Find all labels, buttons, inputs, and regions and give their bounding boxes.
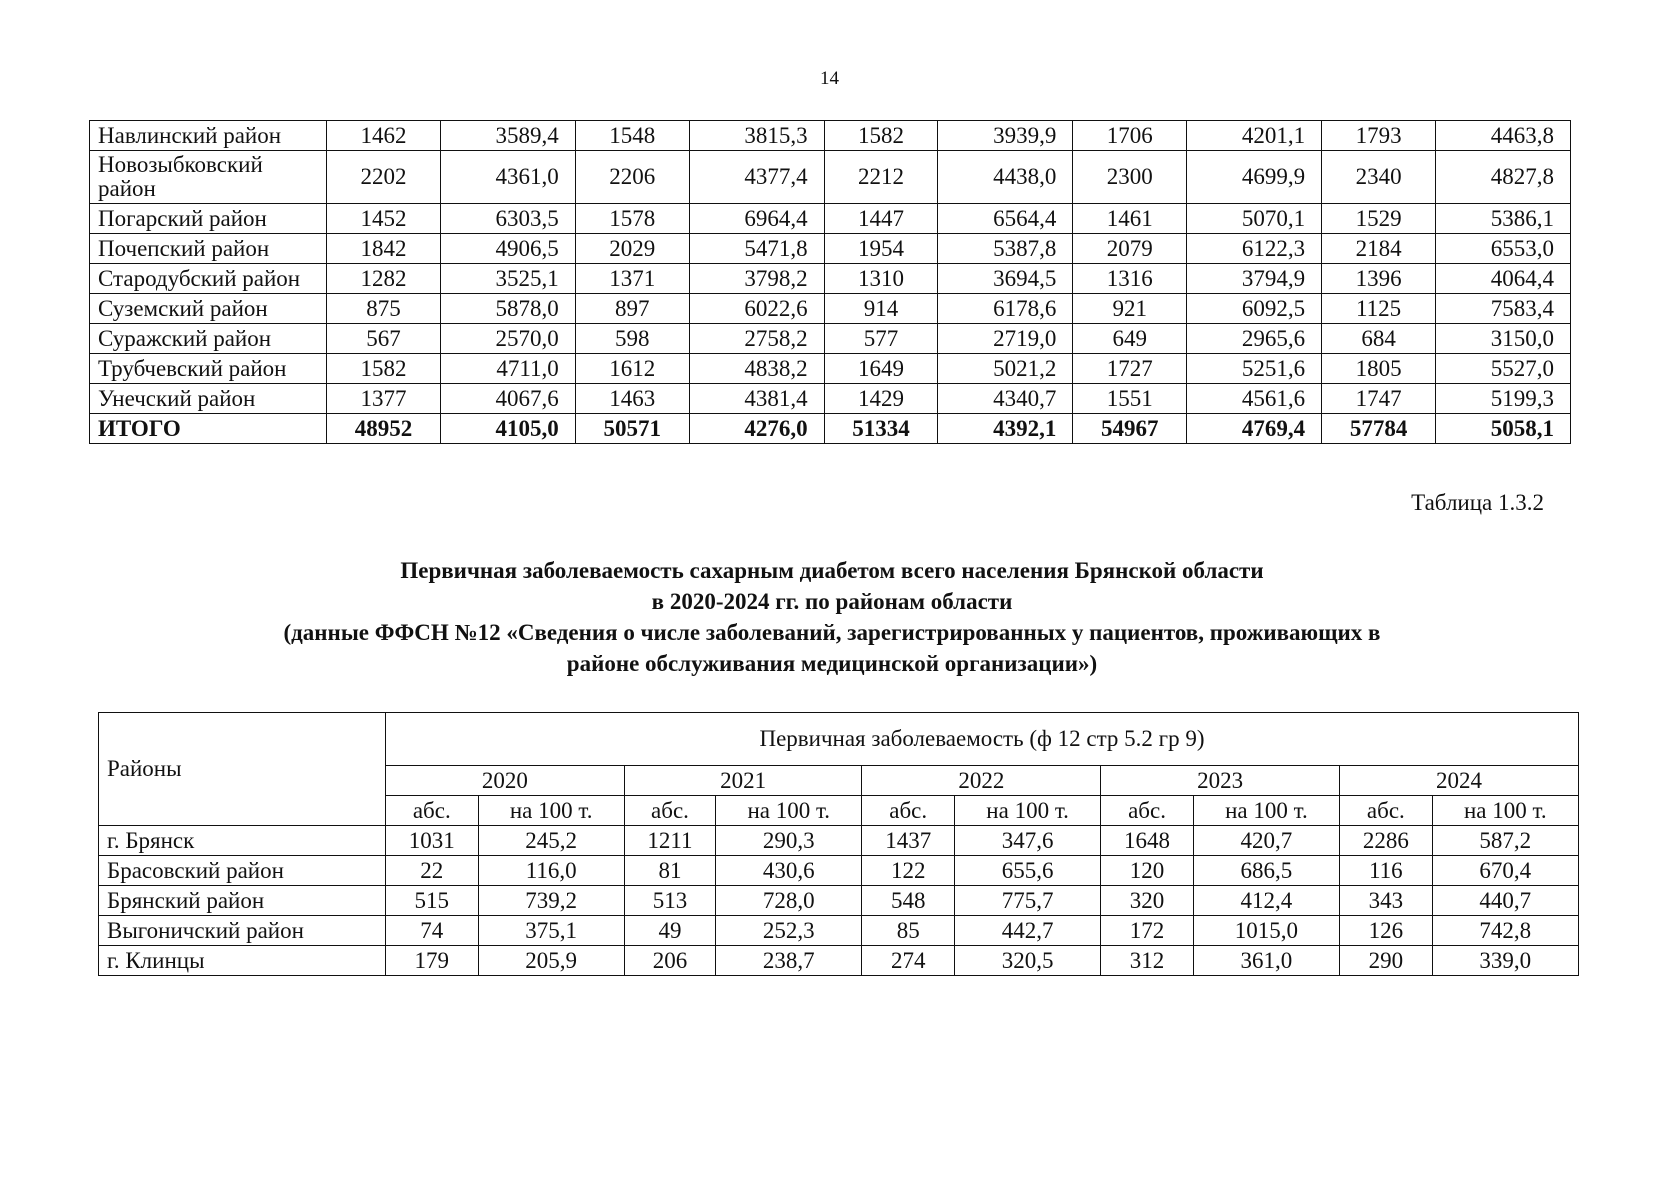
table-cell: 4438,0 — [938, 151, 1073, 204]
table-cell: 274 — [862, 946, 955, 976]
per100-header: на 100 т. — [716, 796, 862, 826]
table-cell: 728,0 — [716, 886, 862, 916]
table-cell: 1031 — [386, 826, 479, 856]
table-cell: 2570,0 — [440, 324, 575, 354]
table-cell: 684 — [1322, 324, 1436, 354]
table-cell: 921 — [1073, 294, 1187, 324]
table-cell: 2212 — [824, 151, 938, 204]
table-title — [0, 555, 1664, 679]
table-cell: 2719,0 — [938, 324, 1073, 354]
table-cell: 343 — [1340, 886, 1433, 916]
table-cell: 85 — [862, 916, 955, 946]
table-cell: 3150,0 — [1436, 324, 1571, 354]
table-cell: 4201,1 — [1187, 121, 1322, 151]
table-cell: 1447 — [824, 204, 938, 234]
table-cell: 2184 — [1322, 234, 1436, 264]
diabetes-incidence-table — [98, 712, 1579, 976]
table-cell: 4361,0 — [440, 151, 575, 204]
table-cell: 81 — [624, 856, 715, 886]
table-cell: 442,7 — [954, 916, 1100, 946]
table-cell: 577 — [824, 324, 938, 354]
table-cell: 290 — [1340, 946, 1433, 976]
table-cell: 1582 — [824, 121, 938, 151]
table-row — [90, 234, 1571, 264]
table-cell: 875 — [327, 294, 441, 324]
table-cell: 5386,1 — [1436, 204, 1571, 234]
table-cell: 739,2 — [478, 886, 624, 916]
district-name: г. Брянск — [99, 826, 386, 856]
district-name: Погарский район — [90, 204, 327, 234]
table-cell: 4838,2 — [689, 354, 824, 384]
table-cell: 5251,6 — [1187, 354, 1322, 384]
table-cell: 4377,4 — [689, 151, 824, 204]
rows-header-cell — [99, 713, 386, 826]
table-cell: 1706 — [1073, 121, 1187, 151]
table-cell: 172 — [1101, 916, 1194, 946]
table-cell: 1649 — [824, 354, 938, 384]
table-cell: 567 — [327, 324, 441, 354]
table-cell: 670,4 — [1432, 856, 1578, 886]
table-cell: 1316 — [1073, 264, 1187, 294]
table-cell: 238,7 — [716, 946, 862, 976]
table-cell: 1747 — [1322, 384, 1436, 414]
table-cell: 5199,3 — [1436, 384, 1571, 414]
per100-header: на 100 т. — [954, 796, 1100, 826]
per100-header: на 100 т. — [1193, 796, 1339, 826]
table-cell: 6178,6 — [938, 294, 1073, 324]
table-cell: 49 — [624, 916, 715, 946]
table-cell: 587,2 — [1432, 826, 1578, 856]
per100-header: на 100 т. — [478, 796, 624, 826]
table-row — [90, 294, 1571, 324]
table-cell: 897 — [575, 294, 689, 324]
table-cell: 3794,9 — [1187, 264, 1322, 294]
table-cell: 1578 — [575, 204, 689, 234]
table-cell: 252,3 — [716, 916, 862, 946]
table-cell: 420,7 — [1193, 826, 1339, 856]
table-cell: 2206 — [575, 151, 689, 204]
table-cell: 1125 — [1322, 294, 1436, 324]
table-cell: 290,3 — [716, 826, 862, 856]
table-cell: 347,6 — [954, 826, 1100, 856]
table-cell: 1954 — [824, 234, 938, 264]
table-cell: 4067,6 — [440, 384, 575, 414]
table-cell: 1377 — [327, 384, 441, 414]
abs-header: абс. — [624, 796, 715, 826]
table-cell: 179 — [386, 946, 479, 976]
table-cell: 4340,7 — [938, 384, 1073, 414]
table-cell: 649 — [1073, 324, 1187, 354]
title-line-1: Первичная заболеваемость сахарным диабетом всего населения Брянской области — [400, 558, 1264, 583]
table-cell: 4463,8 — [1436, 121, 1571, 151]
table-cell: 5058,1 — [1436, 414, 1571, 444]
table-cell: 4561,6 — [1187, 384, 1322, 414]
table-row — [90, 324, 1571, 354]
table-cell: 3798,2 — [689, 264, 824, 294]
table-caption: Таблица 1.3.2 — [1411, 490, 1544, 515]
table-cell: 1463 — [575, 384, 689, 414]
table-row — [99, 946, 1579, 976]
district-name: Почепский район — [90, 234, 327, 264]
table-cell: 4105,0 — [440, 414, 575, 444]
district-name: Суземский район — [90, 294, 327, 324]
abs-header: абс. — [1101, 796, 1194, 826]
table-cell: 1437 — [862, 826, 955, 856]
table-row — [90, 354, 1571, 384]
table-cell: 686,5 — [1193, 856, 1339, 886]
table-cell: 4064,4 — [1436, 264, 1571, 294]
year-header: 2024 — [1340, 766, 1579, 796]
table-cell: 6303,5 — [440, 204, 575, 234]
table-cell: 5878,0 — [440, 294, 575, 324]
title-line-2: в 2020-2024 гг. по районам области — [651, 589, 1013, 614]
table-cell: 116,0 — [478, 856, 624, 886]
table-cell: 1461 — [1073, 204, 1187, 234]
per100-header: на 100 т. — [1432, 796, 1578, 826]
table-cell: 430,6 — [716, 856, 862, 886]
table-cell: 120 — [1101, 856, 1194, 886]
table-cell: 54967 — [1073, 414, 1187, 444]
table-cell: 6553,0 — [1436, 234, 1571, 264]
table-cell: 312 — [1101, 946, 1194, 976]
district-name: Новозыбковский район — [90, 151, 327, 204]
table-cell: 3525,1 — [440, 264, 575, 294]
table-row — [99, 826, 1579, 856]
abs-header: абс. — [862, 796, 955, 826]
table-cell: 598 — [575, 324, 689, 354]
table-cell: 2202 — [327, 151, 441, 204]
table-cell: 6022,6 — [689, 294, 824, 324]
group-header: Первичная заболеваемость (ф 12 стр 5.2 гр 9) — [386, 713, 1579, 766]
table-cell: 1548 — [575, 121, 689, 151]
table-cell: 1396 — [1322, 264, 1436, 294]
table-cell: 6964,4 — [689, 204, 824, 234]
table-cell: 412,4 — [1193, 886, 1339, 916]
table-cell: 361,0 — [1193, 946, 1339, 976]
table-cell: 116 — [1340, 856, 1433, 886]
table-cell: 1612 — [575, 354, 689, 384]
district-stats-table-continued — [89, 120, 1571, 444]
table-cell: 4699,9 — [1187, 151, 1322, 204]
table-cell: 1842 — [327, 234, 441, 264]
table-cell: 2340 — [1322, 151, 1436, 204]
district-name: ИТОГО — [90, 414, 327, 444]
table-cell: 1551 — [1073, 384, 1187, 414]
table-cell: 4827,8 — [1436, 151, 1571, 204]
table-cell: 1648 — [1101, 826, 1194, 856]
table-cell: 57784 — [1322, 414, 1436, 444]
page-number: 14 — [820, 68, 839, 89]
table-row — [99, 856, 1579, 886]
table-cell: 1015,0 — [1193, 916, 1339, 946]
table-cell: 1805 — [1322, 354, 1436, 384]
table-cell: 6122,3 — [1187, 234, 1322, 264]
table-cell: 1310 — [824, 264, 938, 294]
table-cell: 3939,9 — [938, 121, 1073, 151]
table-cell: 4392,1 — [938, 414, 1073, 444]
table-cell: 205,9 — [478, 946, 624, 976]
district-name: Унечский район — [90, 384, 327, 414]
year-header: 2020 — [386, 766, 625, 796]
table-cell: 513 — [624, 886, 715, 916]
table-row — [99, 916, 1579, 946]
title-line-3: (данные ФФСН №12 «Сведения о числе заболеваний, зарегистрированных у пациентов, проживающих в — [283, 620, 1381, 645]
table-row — [90, 204, 1571, 234]
table-cell: 3694,5 — [938, 264, 1073, 294]
table-cell: 2300 — [1073, 151, 1187, 204]
district-name: Стародубский район — [90, 264, 327, 294]
table-cell: 320 — [1101, 886, 1194, 916]
table-cell: 4276,0 — [689, 414, 824, 444]
table-cell: 126 — [1340, 916, 1433, 946]
table-cell: 1462 — [327, 121, 441, 151]
table-cell: 7583,4 — [1436, 294, 1571, 324]
table-cell: 2079 — [1073, 234, 1187, 264]
table-cell: 4906,5 — [440, 234, 575, 264]
table-cell: 548 — [862, 886, 955, 916]
table-cell: 6564,4 — [938, 204, 1073, 234]
table-cell: 440,7 — [1432, 886, 1578, 916]
table-cell: 2029 — [575, 234, 689, 264]
table-cell: 6092,5 — [1187, 294, 1322, 324]
district-name: Брянский район — [99, 886, 386, 916]
table-cell: 1529 — [1322, 204, 1436, 234]
table-cell: 22 — [386, 856, 479, 886]
table-row — [90, 151, 1571, 204]
table-cell: 655,6 — [954, 856, 1100, 886]
table-cell: 5471,8 — [689, 234, 824, 264]
table-cell: 51334 — [824, 414, 938, 444]
table-cell: 5387,8 — [938, 234, 1073, 264]
abs-header: абс. — [386, 796, 479, 826]
table-cell: 742,8 — [1432, 916, 1578, 946]
table-cell: 1371 — [575, 264, 689, 294]
table-cell: 48952 — [327, 414, 441, 444]
table-row — [90, 414, 1571, 444]
district-name: г. Клинцы — [99, 946, 386, 976]
district-name: Трубчевский район — [90, 354, 327, 384]
table-cell: 3589,4 — [440, 121, 575, 151]
year-header: 2022 — [862, 766, 1101, 796]
table-cell: 4711,0 — [440, 354, 575, 384]
table-cell: 4381,4 — [689, 384, 824, 414]
table-cell: 2758,2 — [689, 324, 824, 354]
abs-header: абс. — [1340, 796, 1433, 826]
table-cell: 245,2 — [478, 826, 624, 856]
table-cell: 50571 — [575, 414, 689, 444]
district-name: Брасовский район — [99, 856, 386, 886]
table-cell: 1793 — [1322, 121, 1436, 151]
table-cell: 2286 — [1340, 826, 1433, 856]
year-header: 2023 — [1101, 766, 1340, 796]
table-row — [90, 264, 1571, 294]
table-cell: 74 — [386, 916, 479, 946]
table-cell: 375,1 — [478, 916, 624, 946]
table-cell: 775,7 — [954, 886, 1100, 916]
title-line-4: районе обслуживания медицинской организации») — [566, 651, 1098, 676]
table-cell: 339,0 — [1432, 946, 1578, 976]
year-header: 2021 — [624, 766, 862, 796]
district-name: Суражский район — [90, 324, 327, 354]
table-cell: 1429 — [824, 384, 938, 414]
table-row — [99, 886, 1579, 916]
rows-header: Районы — [107, 756, 182, 781]
table-cell: 5070,1 — [1187, 204, 1322, 234]
table-cell: 1282 — [327, 264, 441, 294]
table-cell: 2965,6 — [1187, 324, 1322, 354]
table-cell: 5021,2 — [938, 354, 1073, 384]
table-cell: 3815,3 — [689, 121, 824, 151]
table-cell: 914 — [824, 294, 938, 324]
table-cell: 1582 — [327, 354, 441, 384]
table-cell: 1452 — [327, 204, 441, 234]
table-cell: 1727 — [1073, 354, 1187, 384]
table-row — [90, 121, 1571, 151]
table-row — [90, 384, 1571, 414]
table-cell: 4769,4 — [1187, 414, 1322, 444]
district-name: Выгоничский район — [99, 916, 386, 946]
district-name: Навлинский район — [90, 121, 327, 151]
table-cell: 1211 — [624, 826, 715, 856]
table-cell: 515 — [386, 886, 479, 916]
table-cell: 122 — [862, 856, 955, 886]
table-cell: 320,5 — [954, 946, 1100, 976]
table-cell: 206 — [624, 946, 715, 976]
table-cell: 5527,0 — [1436, 354, 1571, 384]
